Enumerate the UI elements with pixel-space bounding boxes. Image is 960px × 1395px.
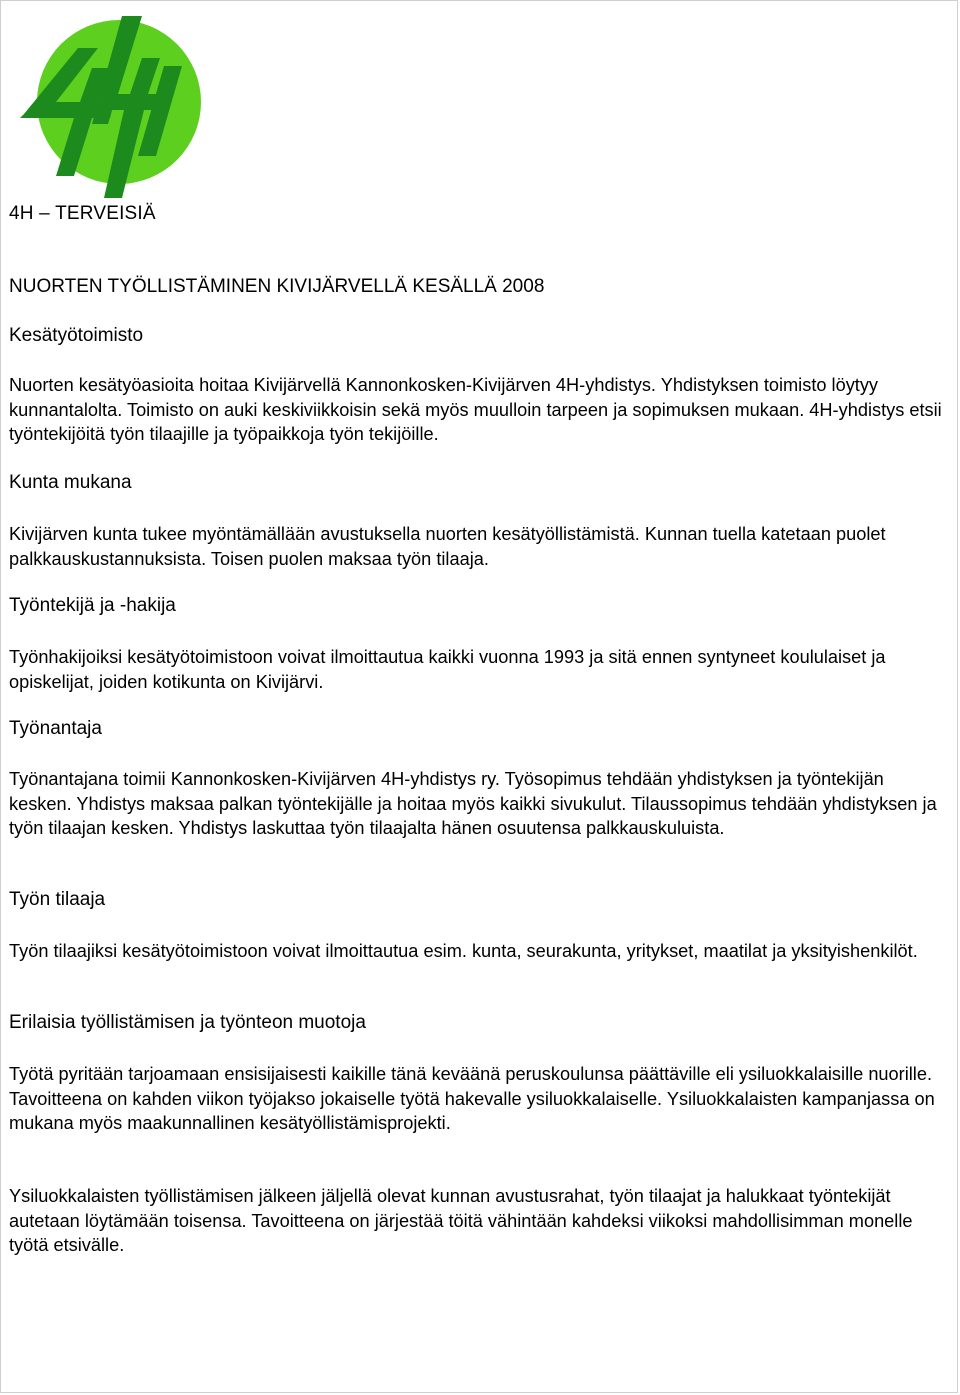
section-paragraph: Kivijärven kunta tukee myöntämällään avustuksella nuorten kesätyöllistämistä. Kunnan tuella katetaan puolet palkkauskustannuksista. Toisen puolen maksaa työn tilaaja.	[9, 524, 886, 569]
section-heading-kesatyotoimisto: Kesätyötoimisto	[9, 325, 144, 346]
section-heading-tyontekija: Työntekijä ja -hakija	[9, 595, 176, 616]
section-paragraph: Työnantajana toimii Kannonkosken-Kivijärven 4H-yhdistys ry. Työsopimus tehdään yhdistyksen ja työntekijän kesken. Yhdistys maksaa palkan työntekijälle ja hoitaa myös kaikki sivukulut. Tilaussopimus tehdään yhdistyksen ja työn tilaajan kesken. Yhdistys laskuttaa työn tilaajalta hänen osuutensa palkkauskuluista.	[9, 769, 937, 838]
section-paragraph: Työnhakijoiksi kesätyötoimistoon voivat ilmoittautua kaikki vuonna 1993 ja sitä ennen syntyneet koululaiset ja opiskelijat, joiden kotikunta on Kivijärvi.	[9, 647, 886, 692]
section-paragraph: Ysiluokkalaisten työllistämisen jälkeen jäljellä olevat kunnan avustusrahat, työn tilaajat ja halukkaat työntekijät autetaan löytämään toisensa. Tavoitteena on järjestää töitä vähintään kahdeksi viikoksi mahdollisimman monelle työtä etsivälle.	[9, 1186, 913, 1255]
section-paragraph: Työtä pyritään tarjoamaan ensisijaisesti kaikille tänä keväänä peruskoulunsa päättäville eli ysiluokkalaisille nuorille. Tavoitteena on kahden viikon työjakso jokaiselle työtä hakevalle ysiluokkalaiselle. Ysiluokkalaisten kampanjassa on mukana myös maakunnallinen kesätyöllistämisprojekti.	[9, 1064, 935, 1133]
section-heading-tyollistamisen-muodot: Erilaisia työllistämisen ja työnteon muotoja	[9, 1012, 366, 1033]
section-heading-tyon-tilaaja: Työn tilaaja	[9, 889, 106, 910]
section-heading-tyonantaja: Työnantaja	[9, 718, 102, 739]
document-title: NUORTEN TYÖLLISTÄMINEN KIVIJÄRVELLÄ KESÄLLÄ 2008	[9, 276, 545, 297]
4h-logo-icon	[14, 6, 204, 202]
section-paragraph: Nuorten kesätyöasioita hoitaa Kivijärvellä Kannonkosken-Kivijärven 4H-yhdistys. Yhdistyksen toimisto löytyy kunnantalolta. Toimisto on auki keskiviikkoisin sekä myös muulloin tarpeen ja sopimuksen mukaan. 4H-yhdistys etsii työntekijöitä työn tilaajille ja työpaikkoja työn tekijöille.	[9, 375, 942, 444]
section-heading-kunta-mukana: Kunta mukana	[9, 472, 132, 493]
section-paragraph: Työn tilaajiksi kesätyötoimistoon voivat ilmoittautua esim. kunta, seurakunta, yritykset, maatilat ja yksityishenkilöt.	[9, 941, 918, 961]
page-heading: 4H – TERVEISIÄ	[9, 203, 156, 224]
